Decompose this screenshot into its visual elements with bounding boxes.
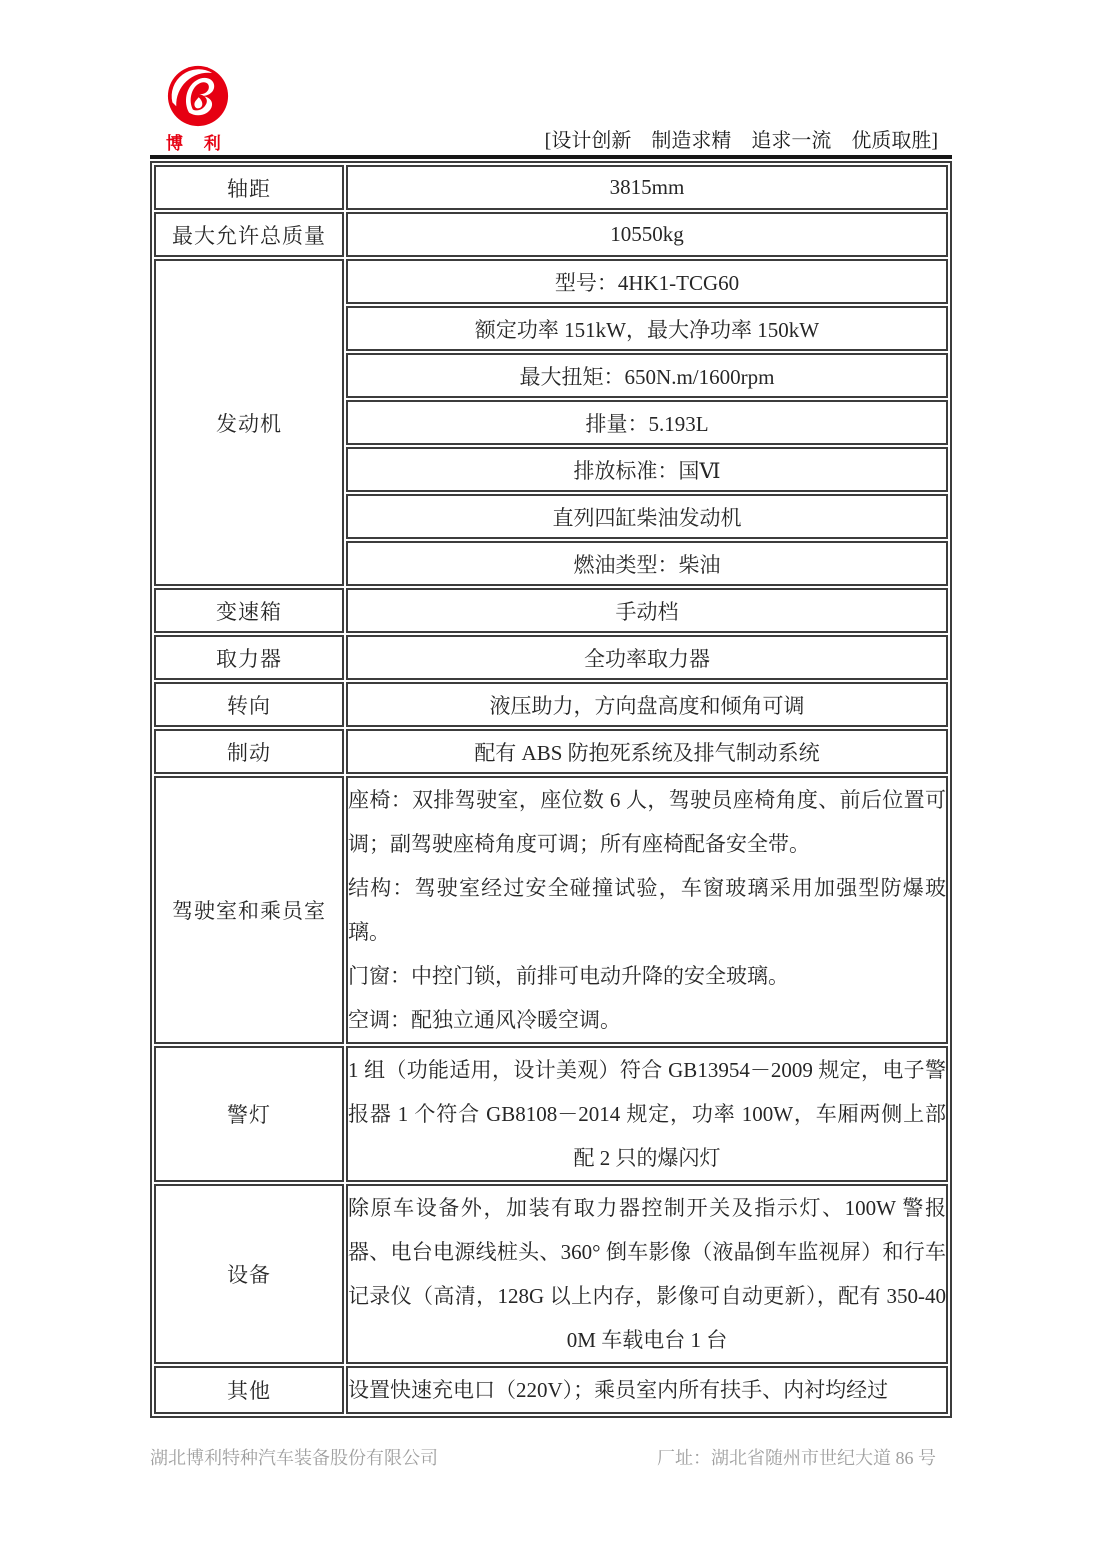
spec-label-equipment: 设备: [154, 1184, 344, 1364]
spec-value-engine-displacement: 排量：5.193L: [346, 400, 948, 445]
table-row: [154, 1046, 948, 1182]
cab-paragraph-seats: 座椅：双排驾驶室，座位数 6 人，驾驶员座椅角度、前后位置可调；副驾驶座椅角度可调；所有座椅配备安全带。: [348, 788, 946, 856]
spec-label-gearbox: 变速箱: [154, 588, 344, 633]
spec-label-cab: 驾驶室和乘员室: [154, 776, 344, 1044]
cab-paragraph-doors: 门窗：中控门锁，前排可电动升降的安全玻璃。: [348, 964, 789, 988]
spec-value-engine-type: 直列四缸柴油发动机: [346, 494, 948, 539]
page-footer: [150, 1444, 952, 1470]
spec-value-wheelbase: 3815mm: [346, 165, 948, 210]
spec-value-gross-mass: 10550kg: [346, 212, 948, 257]
spec-value-pto: 全功率取力器: [346, 635, 948, 680]
spec-value-engine-torque: 最大扭矩：650N.m/1600rpm: [346, 353, 948, 398]
logo-wordmark: 博 利: [166, 134, 229, 153]
spec-label-gross-mass: 最大允许总质量: [154, 212, 344, 257]
spec-value-engine-emission: 排放标准：国Ⅵ: [346, 447, 948, 492]
table-row: [154, 588, 948, 633]
spec-value-gearbox: 手动档: [346, 588, 948, 633]
cab-paragraph-structure: 结构：驾驶室经过安全碰撞试验，车窗玻璃采用加强型防爆玻璃。: [348, 876, 946, 944]
cab-paragraph-ac: 空调：配独立通风冷暖空调。: [348, 1008, 621, 1032]
spec-label-pto: 取力器: [154, 635, 344, 680]
page-header: [150, 0, 952, 159]
spec-value-engine-power: 额定功率 151kW，最大净功率 150kW: [346, 306, 948, 351]
spec-value-other: 设置快速充电口（220V）；乘员室内所有扶手、内衬均经过: [346, 1366, 948, 1414]
table-row: [154, 259, 948, 304]
spec-label-engine: 发动机: [154, 259, 344, 586]
spec-value-brake: 配有 ABS 防抱死系统及排气制动系统: [346, 729, 948, 774]
spec-label-wheelbase: 轴距: [154, 165, 344, 210]
header-slogan: [设计创新 制造求精 追求一流 优质取胜]: [544, 130, 938, 152]
company-logo: [166, 64, 230, 154]
spec-label-steering: 转向: [154, 682, 344, 727]
spec-value-cab: [346, 776, 948, 1044]
table-row: [154, 165, 948, 210]
table-row: [154, 212, 948, 257]
table-row: [154, 776, 948, 1044]
footer-company-name: 湖北博利特种汽车装备股份有限公司: [150, 1448, 438, 1468]
spec-value-engine-fuel: 燃油类型：柴油: [346, 541, 948, 586]
table-row: [154, 682, 948, 727]
table-row: [154, 1184, 948, 1364]
boli-logo-icon: [166, 64, 230, 128]
table-row: [154, 1366, 948, 1414]
table-row: [154, 729, 948, 774]
spec-label-other: 其他: [154, 1366, 344, 1414]
spec-table: [150, 161, 952, 1418]
table-row: [154, 635, 948, 680]
spec-value-steering: 液压助力，方向盘高度和倾角可调: [346, 682, 948, 727]
footer-factory-address: 厂址：湖北省随州市世纪大道 86 号: [657, 1448, 936, 1468]
spec-value-warning-light: 1 组（功能适用，设计美观）符合 GB13954－2009 规定，电子警报器 1 个符合 GB8108－2014 规定，功率 100W，车厢两侧上部配 2 只的爆闪灯: [346, 1046, 948, 1182]
spec-value-engine-model: 型号：4HK1-TCG60: [346, 259, 948, 304]
spec-label-warning-light: 警灯: [154, 1046, 344, 1182]
spec-value-equipment: 除原车设备外，加装有取力器控制开关及指示灯、100W 警报器、电台电源线桩头、360° 倒车影像（液晶倒车监视屏）和行车记录仪（高清，128G 以上内存，影像可自动更新），配有 350-400M 车载电台 1 台: [346, 1184, 948, 1364]
spec-label-brake: 制动: [154, 729, 344, 774]
